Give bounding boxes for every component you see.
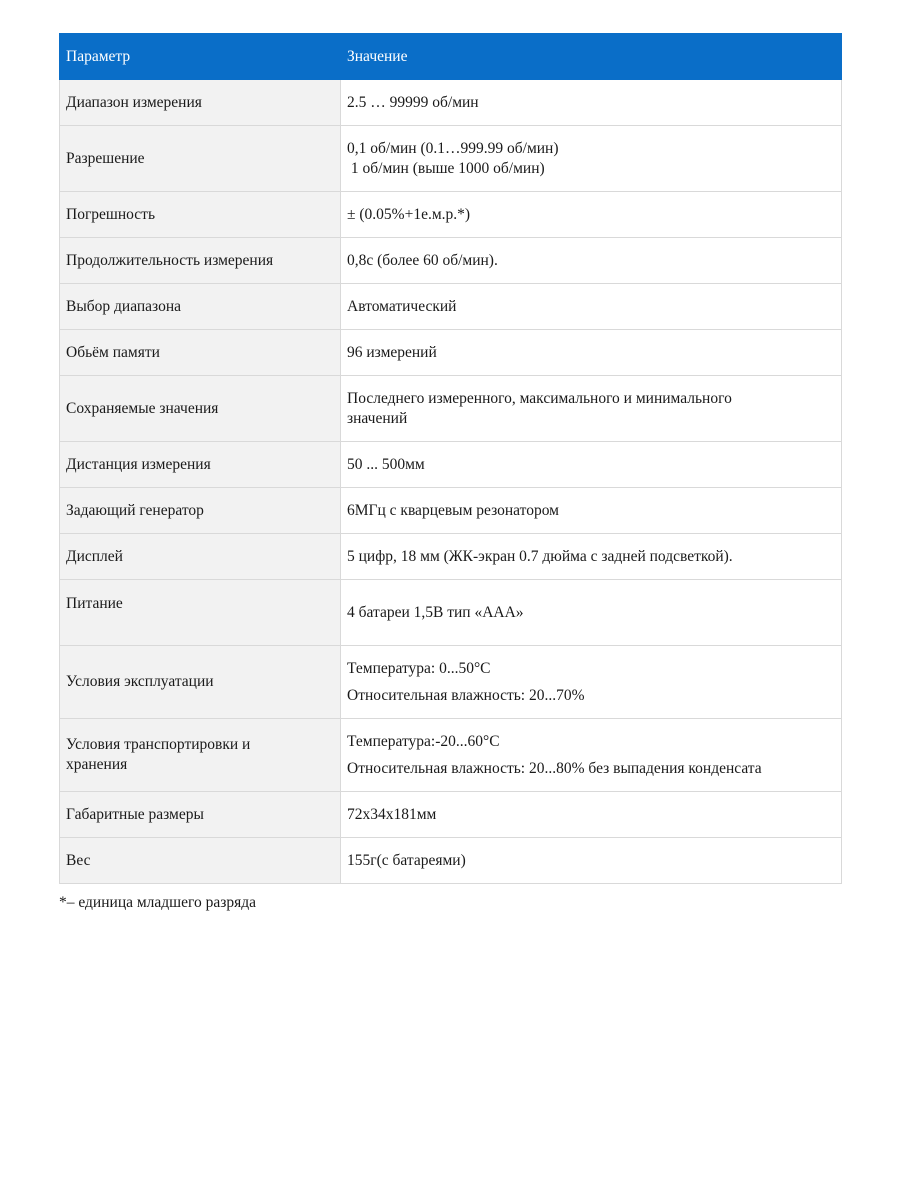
table-row (60, 330, 842, 376)
table-row (60, 442, 842, 488)
row-value: 96 измерений (341, 330, 842, 376)
table-row (60, 580, 842, 646)
row-value: 50 ... 500мм (341, 442, 842, 488)
row-parameter: Обьём памяти (60, 330, 341, 376)
table-row (60, 488, 842, 534)
table-header-row (60, 34, 842, 80)
row-parameter: Условия эксплуатации (60, 646, 341, 719)
header-value: Значение (341, 34, 842, 80)
row-parameter: Выбор диапазона (60, 284, 341, 330)
table-row (60, 534, 842, 580)
row-value: 0,8с (более 60 об/мин). (341, 238, 842, 284)
row-parameter: Диапазон измерения (60, 80, 341, 126)
table-row (60, 126, 842, 192)
table-row (60, 80, 842, 126)
header-parameter: Параметр (60, 34, 341, 80)
row-value: 2.5 … 99999 об/мин (341, 80, 842, 126)
table-row (60, 719, 842, 792)
row-parameter: Задающий генератор (60, 488, 341, 534)
table-row (60, 792, 842, 838)
table-row (60, 646, 842, 719)
row-parameter: Габаритные размеры (60, 792, 341, 838)
row-parameter: Сохраняемые значения (60, 376, 341, 442)
row-value: Последнего измеренного, максимального и минимального значений (341, 376, 842, 442)
table-row (60, 238, 842, 284)
row-parameter: Продолжительность измерения (60, 238, 341, 284)
row-value: 4 батареи 1,5В тип «ААА» (341, 580, 842, 646)
row-value: 155г(с батареями) (341, 838, 842, 884)
row-value: 72х34х181мм (341, 792, 842, 838)
row-value: Автоматический (341, 284, 842, 330)
table-row (60, 284, 842, 330)
row-parameter: Дисплей (60, 534, 341, 580)
table-row (60, 838, 842, 884)
row-parameter: Вес (60, 838, 341, 884)
row-value: 6МГц с кварцевым резонатором (341, 488, 842, 534)
row-value: 0,1 об/мин (0.1…999.99 об/мин) 1 об/мин (выше 1000 об/мин) (341, 126, 842, 192)
footnote: *– единица младшего разряда (59, 894, 256, 911)
row-value: Температура:-20...60°С Относительная влажность: 20...80% без выпадения конденсата (341, 719, 842, 792)
spec-table-container (59, 33, 841, 884)
row-parameter: Дистанция измерения (60, 442, 341, 488)
row-parameter: Питание (60, 580, 341, 646)
table-row (60, 192, 842, 238)
specifications-table (59, 33, 842, 884)
table-row (60, 376, 842, 442)
row-value: ± (0.05%+1е.м.р.*) (341, 192, 842, 238)
row-parameter: Разрешение (60, 126, 341, 192)
row-value: 5 цифр, 18 мм (ЖК-экран 0.7 дюйма с задней подсветкой). (341, 534, 842, 580)
row-parameter: Условия транспортировки и хранения (60, 719, 341, 792)
row-parameter: Погрешность (60, 192, 341, 238)
row-value: Температура: 0...50°С Относительная влажность: 20...70% (341, 646, 842, 719)
